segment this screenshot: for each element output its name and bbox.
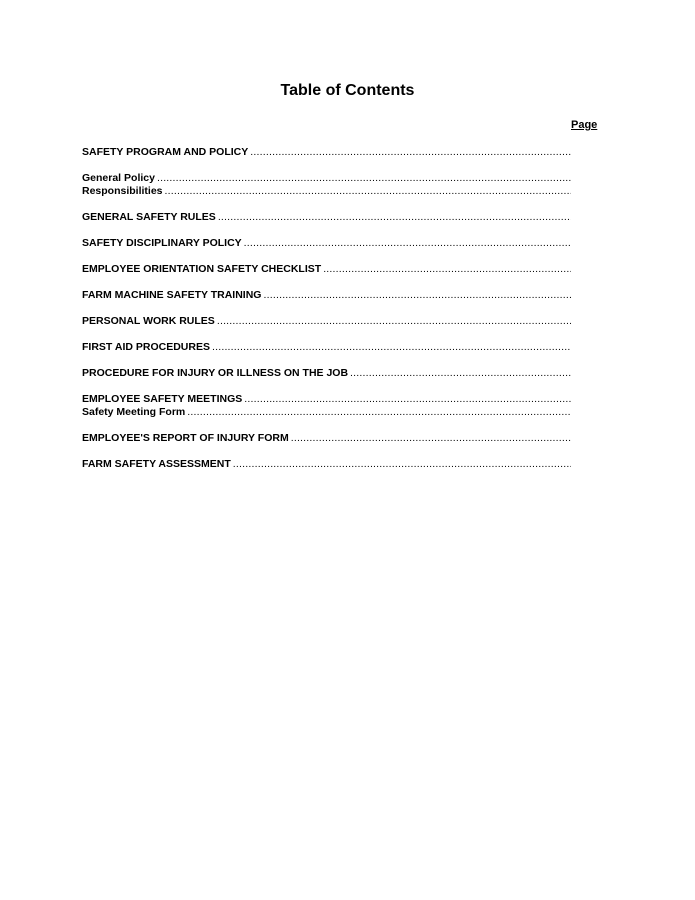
toc-entry-safety-meeting-form[interactable] [82,406,571,419]
toc-entry-label: GENERAL SAFETY RULES [82,211,216,223]
dot-leader [212,341,571,354]
dot-leader [233,458,571,471]
toc-entry-label: EMPLOYEE'S REPORT OF INJURY FORM [82,432,289,444]
dot-leader [291,432,571,445]
toc-entry-label: SAFETY PROGRAM AND POLICY [82,146,249,158]
toc-entry-first-aid[interactable] [82,341,571,354]
toc-entry-label: SAFETY DISCIPLINARY POLICY [82,237,242,249]
toc-entry-label: PERSONAL WORK RULES [82,315,215,327]
toc-entry-label: EMPLOYEE ORIENTATION SAFETY CHECKLIST [82,263,322,275]
page-title: Table of Contents [280,82,415,99]
dot-leader [217,315,571,328]
page-column-header: Page [571,119,598,131]
toc-entry-label: FIRST AID PROCEDURES [82,341,210,353]
toc-entry-safety-disciplinary-policy[interactable] [82,237,571,250]
toc-entry-label: Safety Meeting Form [82,406,186,418]
toc-entry-label: Responsibilities [82,185,163,197]
dot-leader [165,185,571,198]
toc-entry-label: EMPLOYEE SAFETY MEETINGS [82,393,243,405]
toc-entry-label: FARM SAFETY ASSESSMENT [82,458,231,470]
toc-entry-safety-meetings[interactable] [82,393,571,406]
dot-leader [244,237,571,250]
toc-entry-label: General Policy [82,172,155,184]
toc-entry-injury-report-form[interactable] [82,432,571,445]
toc-entry-general-policy[interactable] [82,172,571,185]
toc-entry-injury-procedure[interactable] [82,367,571,380]
toc-entry-label: FARM MACHINE SAFETY TRAINING [82,289,262,301]
toc-entry-safety-program[interactable] [82,146,571,159]
dot-leader [250,146,571,159]
dot-leader [263,289,571,302]
toc-entry-farm-safety-assessment[interactable] [82,458,571,471]
dot-leader [187,406,571,419]
dot-leader [350,367,571,380]
dot-leader [218,211,571,224]
toc-entry-general-safety-rules[interactable] [82,211,571,224]
toc-entry-responsibilities[interactable] [82,185,571,198]
table-of-contents [82,146,571,471]
toc-entry-farm-machine-training[interactable] [82,289,571,302]
dot-leader [323,263,571,276]
dot-leader [157,172,571,185]
toc-entry-label: PROCEDURE FOR INJURY OR ILLNESS ON THE JOB [82,367,349,379]
dot-leader [244,393,571,406]
toc-entry-orientation-checklist[interactable] [82,263,571,276]
toc-entry-personal-work-rules[interactable] [82,315,571,328]
